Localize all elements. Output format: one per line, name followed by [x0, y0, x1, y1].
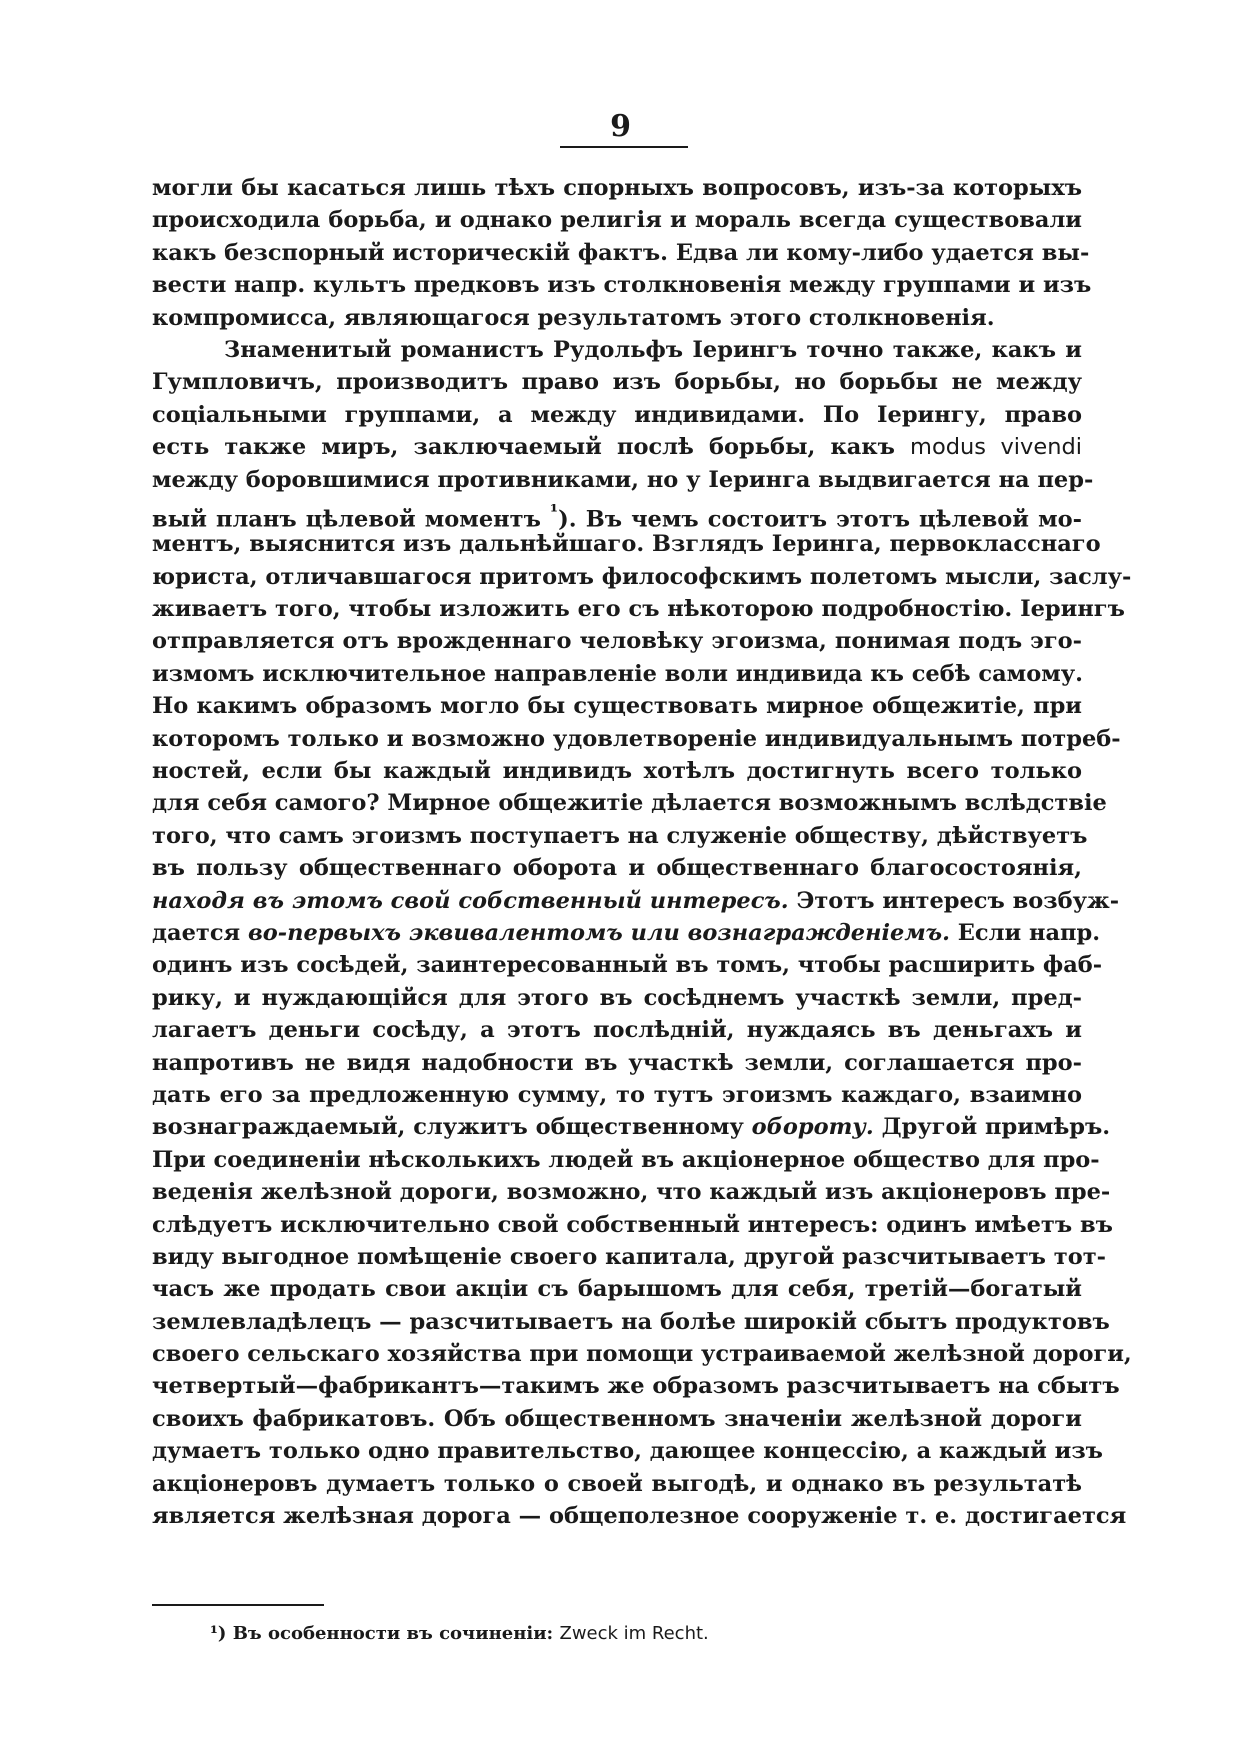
footnote [210, 1622, 709, 1646]
text-line: акціонеровъ думаетъ только о своей выгодѣ, и однако въ результатѣ [152, 1470, 1082, 1497]
body-text [152, 172, 1132, 1532]
text-line: рику, и нуждающійся для этого въ сосѣднемъ участкѣ земли, пред- [152, 984, 1082, 1011]
text-line: которомъ только и возможно удовлетвореніе индивидуальнымъ потреб- [152, 725, 1121, 752]
text-line: измомъ исключительное направленіе воли индивида къ себѣ самому. [152, 660, 1084, 687]
text-line: ностей, если бы каждый индивидъ хотѣлъ достигнуть всего только [152, 758, 1082, 785]
text-segment: ). Въ чемъ состоитъ этотъ цѣлевой мо- [558, 506, 1082, 533]
text-line: часъ же продать свои акціи съ барышомъ для себя, третій—богатый [152, 1276, 1082, 1303]
footnote-reference: ¹ [549, 500, 559, 523]
text-line: веденія желѣзной дороги, возможно, что каждый изъ акціонеровъ пре- [152, 1179, 1111, 1206]
text-line [152, 885, 1120, 917]
text-segment: есть также миръ, заключаемый послѣ борьбы, какъ [152, 434, 895, 461]
text-line: того, что самъ эгоизмъ поступаетъ на служеніе обществу, дѣйствуетъ [152, 822, 1088, 849]
text-line: виду выгодное помѣщеніе своего капитала, другой разсчитываетъ тот- [152, 1243, 1106, 1270]
text-line [152, 917, 1101, 949]
text-line: юриста, отличавшагося притомъ философскимъ полетомъ мысли, заслу- [152, 563, 1132, 590]
text-line: слѣдуетъ исключительно свой собственный интересъ: одинъ имѣетъ въ [152, 1211, 1113, 1238]
text-segment: вознаграждаемый, служитъ общественному [152, 1114, 744, 1141]
text-line: Но какимъ образомъ могло бы существовать мирное общежитіе, при [152, 693, 1082, 720]
text-line: лагаетъ деньги сосѣду, а этотъ послѣдній, нуждаясь въ деньгахъ и [152, 1017, 1082, 1044]
text-line: четвертый—фабрикантъ—такимъ же образомъ разсчитываетъ на сбытъ [152, 1373, 1120, 1400]
page-number-rule [560, 146, 688, 148]
italic-phrase: находя въ этомъ свой собственный интересъ. [152, 887, 789, 914]
footnote-title: Zweck im Recht. [559, 1623, 709, 1644]
italic-phrase: во-первыхъ эквивалентомъ или вознагражденіемъ. [248, 919, 950, 946]
text-segment: Если напр. [957, 919, 1101, 946]
text-line: Знаменитый романистъ Рудольфъ Іерингъ точно также, какъ и [224, 336, 1082, 363]
page-number: 9 [610, 109, 631, 144]
text-line: является желѣзная дорога — общеполезное сооруженіе т. е. достигается [152, 1503, 1127, 1530]
text-line: напротивъ не видя надобности въ участкѣ земли, соглашается про- [152, 1049, 1082, 1076]
text-line: дать его за предложенную сумму, то тутъ эгоизмъ каждаго, взаимно [152, 1081, 1082, 1108]
text-line: между боровшимися противниками, но у Іеринга выдвигается на пер- [152, 466, 1094, 493]
text-line: одинъ изъ сосѣдей, заинтересованный въ томъ, чтобы расширить фаб- [152, 952, 1103, 979]
footnote-marker: ¹) [210, 1623, 227, 1644]
text-line [152, 496, 1082, 533]
text-segment: вый планъ цѣлевой моментъ [152, 506, 541, 533]
text-line: для себя самого? Мирное общежитіе дѣлается возможнымъ вслѣдствіе [152, 790, 1107, 817]
text-line [152, 431, 1082, 463]
text-line: происходила борьба, и однако религія и мораль всегда существовали [152, 207, 1082, 234]
text-line: своихъ фабрикатовъ. Объ общественномъ значеніи желѣзной дороги [152, 1405, 1082, 1432]
text-line: землевладѣлецъ — разсчитываетъ на болѣе широкій сбытъ продуктовъ [152, 1308, 1110, 1335]
text-line [152, 1111, 1111, 1143]
text-line: въ пользу общественнаго оборота и общественнаго благосостоянія, [152, 855, 1082, 882]
text-segment: Другой примѣръ. [881, 1114, 1111, 1141]
latin-phrase: modus vivendi [910, 434, 1082, 461]
text-line: При соединеніи нѣсколькихъ людей въ акціонерное общество для про- [152, 1146, 1100, 1173]
text-line: Гумпловичъ, производитъ право изъ борьбы, но борьбы не между [152, 369, 1082, 396]
text-line: думаетъ только одно правительство, дающее концессію, а каждый изъ [152, 1438, 1103, 1465]
text-line: компромисса, являющагося результатомъ этого столкновенія. [152, 304, 995, 331]
text-line: соціальными группами, а между индивидами. По Іерингу, право [152, 401, 1082, 428]
text-line: своего сельскаго хозяйства при помощи устраиваемой желѣзной дороги, [152, 1341, 1132, 1368]
text-segment: дается [152, 919, 241, 946]
text-segment: Этотъ интересъ возбуж- [796, 887, 1120, 914]
footnote-text: Въ особенности въ сочиненіи: [232, 1623, 554, 1644]
text-line: ментъ, выяснится изъ дальнѣйшаго. Взглядъ Іеринга, первокласснаго [152, 531, 1101, 558]
text-line: живаетъ того, чтобы изложить его съ нѣкоторою подробностію. Іерингъ [152, 596, 1125, 623]
footnote-rule [152, 1604, 324, 1606]
text-line: вести напр. культъ предковъ изъ столкновенія между группами и изъ [152, 272, 1092, 299]
text-line: могли бы касаться лишь тѣхъ спорныхъ вопросовъ, изъ-за которыхъ [152, 175, 1082, 201]
italic-phrase: обороту. [751, 1114, 874, 1141]
text-line: отправляется отъ врожденнаго человѣку эгоизма, понимая подъ эго- [152, 628, 1082, 655]
text-line: какъ безспорный историческій фактъ. Едва ли кому-либо удается вы- [152, 239, 1090, 266]
